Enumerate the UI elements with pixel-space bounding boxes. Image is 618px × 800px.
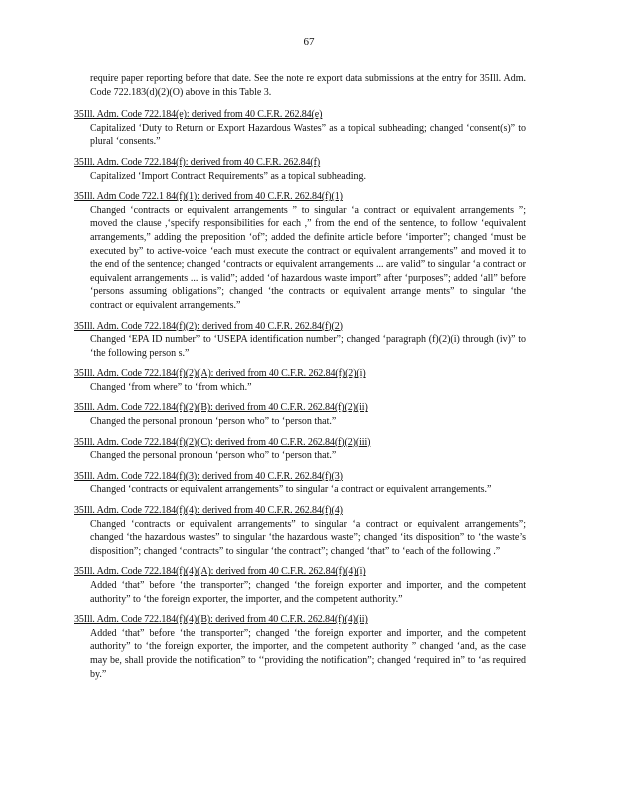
entry-citation-heading: 35Ill. Adm. Code 722.184(f)(3): derived from 40 C.F.R. 262.84(f)(3) (74, 470, 343, 482)
table-entry (74, 367, 526, 394)
entry-change-description: Added ‘that” before ‘the transporter”; changed ‘the foreign exporter and importer, and the competent authority” to ‘the foreign exporter, the importer, and the competent authority ” changed ‘and, as the case may be, shall provide the notification” to ‘‘providing the notification”; changed ‘required in” to ‘as required by.” (90, 627, 526, 680)
entry-change-description: Added ‘that” before ‘the transporter”; changed ‘the foreign exporter and importer, and the competent authority” to ‘the foreign exporter, the importer, and the competent authority.” (90, 580, 526, 605)
entry-change-description: Changed ‘from where” to ‘from which.” (90, 381, 252, 393)
table-entry (74, 504, 526, 558)
entry-change-description: Changed the personal pronoun ‘person who” to ‘person that.” (90, 450, 337, 462)
entry-citation-heading: 35Ill. Adm. Code 722.184(f)(2)(A): derived from 40 C.F.R. 262.84(f)(2)(i) (74, 368, 366, 380)
entry-change-description: Capitalized ‘Duty to Return or Export Hazardous Wastes” as a topical subheading; changed ‘consent(s)” to plural ‘consents.” (90, 122, 526, 148)
entry-change-description: Changed ‘contracts or equivalent arrangements” to singular ‘a contract or equivalent arrangements.” (90, 484, 492, 496)
table-entry (74, 190, 526, 312)
entry-change-description: Changed the personal pronoun ‘person who” to ‘person that.” (90, 416, 337, 428)
entry-citation-heading: 35Ill. Adm. Code 722.184(f)(2): derived from 40 C.F.R. 262.84(f)(2) (74, 320, 343, 332)
table-entry (74, 470, 526, 497)
entry-list (74, 108, 526, 681)
entry-change-description: Changed ‘contracts or equivalent arrangements ” to singular ‘a contract or equivalent arrangements ”; moved the clause ,‘specify responsibilities for each ,” from the end of the sentence, to follow ‘equivalent arrangements,” adding the preposition ‘of”; added the definite article before ‘importer”; changed ‘must be executed by” to active-voice ‘each must execute the contract or equivalent arrangements” and moved it to the end of the sentence; changed ‘contracts or equivalent arrangements ... are valid” to singular ‘a contract or equivalent arrangements ... is valid”; added ‘of hazardous waste import” after ‘purposes”; added ‘all” before ‘persons assuming obligations”; changed ‘the contracts or equivalent arrange ments” to singular ‘the contract or equivalent arrangements.” (90, 204, 526, 311)
table-entry (74, 565, 526, 606)
table-entry (74, 613, 526, 681)
entry-citation-heading: 35Ill. Adm. Code 722.184(f)(4)(A): derived from 40 C.F.R. 262.84(f)(4)(i) (74, 566, 366, 578)
page-number: 67 (303, 36, 315, 48)
entry-citation-heading: 35Ill. Adm. Code 722.184(f): derived from 40 C.F.R. 262.84(f) (74, 156, 321, 168)
entry-change-description: Changed ‘EPA ID number” to ‘USEPA identification number”; changed ‘paragraph (f)(2)(i) through (iv)” to ‘the following person s.” (90, 334, 526, 359)
table-entry (74, 436, 526, 463)
entry-citation-heading: 35Ill. Adm. Code 722.184(f)(4): derived from 40 C.F.R. 262.84(f)(4) (74, 505, 343, 517)
entry-citation-heading: 35Ill. Adm. Code 722.184(e): derived from 40 C.F.R. 262.84(e) (74, 109, 323, 121)
entry-change-description: Changed ‘contracts or equivalent arrangements” to singular ‘a contract or equivalent arrangements”; changed ‘the hazardous wastes” to singular ‘the hazardous waste”; changed ‘its disposition” to ‘the waste’s disposition”; changed ‘contracts” to singular ‘the contract”; changed ‘that” to ‘each of the following .” (90, 518, 526, 557)
entry-citation-heading: 35Ill. Adm. Code 722.184(f)(2)(B): derived from 40 C.F.R. 262.84(f)(2)(ii) (74, 402, 368, 414)
entry-citation-heading: 35Ill. Adm. Code 722.184(f)(2)(C): derived from 40 C.F.R. 262.84(f)(2)(iii) (74, 436, 371, 448)
table-entry (74, 156, 526, 183)
entry-citation-heading: 35Ill. Adm Code 722.1 84(f)(1): derived from 40 C.F.R. 262.84(f)(1) (74, 191, 343, 203)
table-entry (74, 108, 526, 149)
table-entry (74, 320, 526, 361)
entry-change-description: Capitalized ‘Import Contract Requirements” as a topical subheading. (90, 170, 367, 182)
table-entry (74, 401, 526, 428)
intro-paragraph: require paper reporting before that date. See the note re export data submissions at the entry for 35Ill. Adm. Code 722.183(d)(2)(O) above in this Table 3. (90, 73, 526, 98)
document-body (74, 72, 526, 688)
entry-citation-heading: 35Ill. Adm. Code 722.184(f)(4)(B): derived from 40 C.F.R. 262.84(f)(4)(ii) (74, 614, 368, 626)
